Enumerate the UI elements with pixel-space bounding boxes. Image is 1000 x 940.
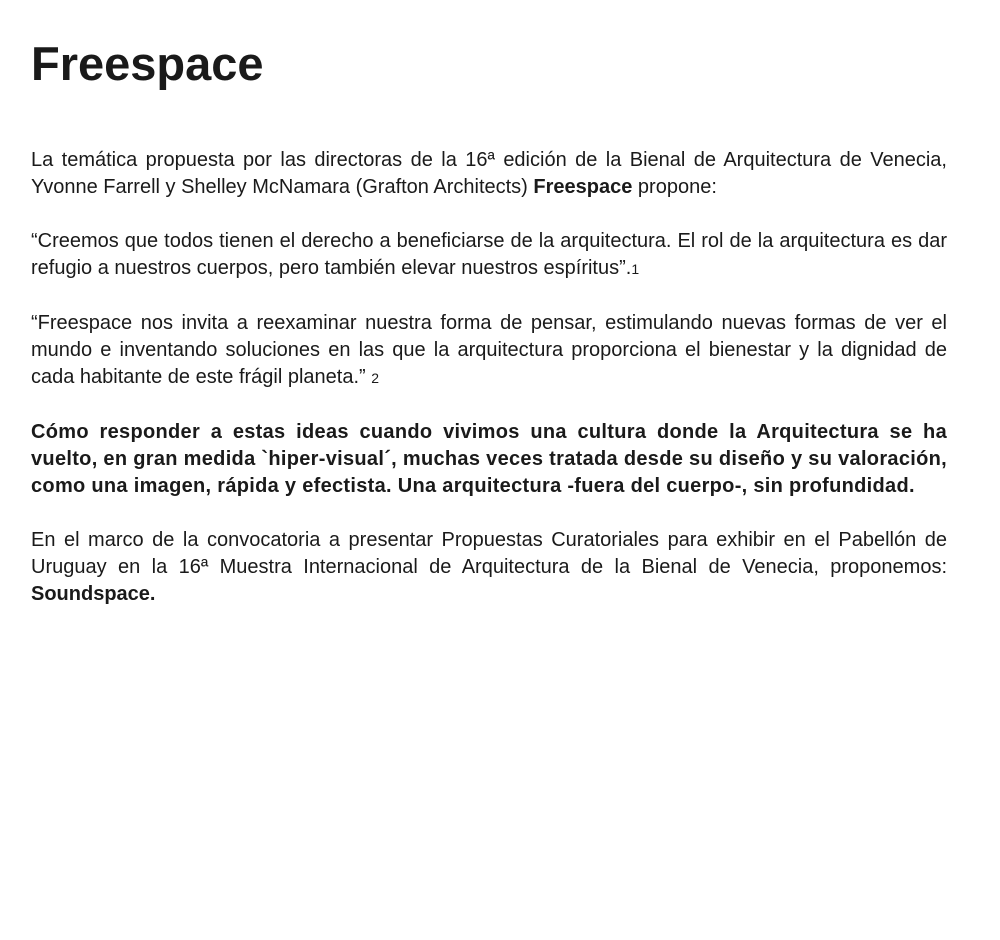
intro-paragraph <box>31 147 947 201</box>
proposal-paragraph <box>31 527 947 608</box>
intro-text-end: propone: <box>632 176 717 198</box>
quote-paragraph-1 <box>31 228 947 283</box>
question-text: Cómo responder a estas ideas cuando vivimos una cultura donde la Arquitectura se ha vuelto, en gran medida `hiper-visual´, muchas veces tratada desde su diseño y su valoración, como una imagen, rápida y efectista. Una arquitectura -fuera del cuerpo-, sin profundidad. <box>31 421 947 497</box>
proposal-text: En el marco de la convocatoria a presentar Propuestas Curatoriales para exhibir en el Pabellón de Uruguay en la 16ª Muestra Internacional de Arquitectura de la Bienal de Venecia, proponemos: <box>31 529 947 578</box>
footnote-ref-1: 1 <box>631 261 640 277</box>
bold-question-paragraph <box>31 419 947 500</box>
quote-paragraph-2 <box>31 310 947 392</box>
proposal-bold-soundspace: Soundspace. <box>31 583 156 605</box>
page-title: Freespace <box>31 37 264 90</box>
quote-2-text: “Freespace nos invita a reexaminar nuestra forma de pensar, estimulando nuevas formas de ver el mundo e inventando soluciones en las que la arquitectura proporciona el bienestar y la dignidad de cada habitante de este frágil planeta.” <box>31 312 947 388</box>
footnote-ref-2: 2 <box>371 370 380 386</box>
document-page <box>31 36 947 608</box>
intro-text: La temática propuesta por las directoras de la 16ª edición de la Bienal de Arquitectura de Venecia, Yvonne Farrell y Shelley McNamara (Grafton Architects) <box>31 149 947 198</box>
quote-1-text: “Creemos que todos tienen el derecho a beneficiarse de la arquitectura. El rol de la arquitectura es dar refugio a nuestros cuerpos, pero también elevar nuestros espíritus”. <box>31 230 947 279</box>
intro-bold-freespace: Freespace <box>533 176 633 198</box>
